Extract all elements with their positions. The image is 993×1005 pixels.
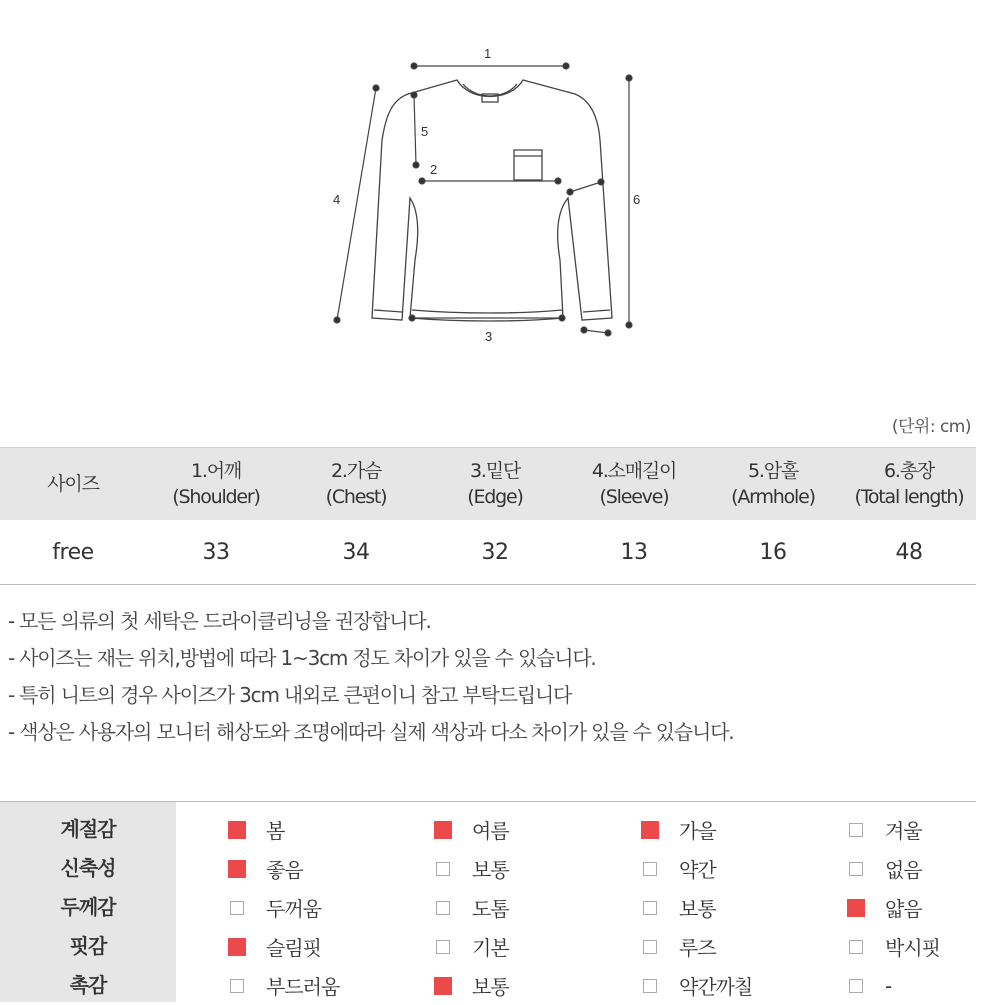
measure-label-3: 3 — [485, 329, 493, 344]
cell-shoulder: 33 — [202, 539, 230, 565]
unchecked-box-icon — [436, 940, 450, 954]
header-label: 사이즈 — [47, 473, 99, 495]
header-label: 2.가슴 — [330, 460, 382, 482]
fabric-feel-table — [0, 801, 976, 1002]
unchecked-box-icon — [643, 901, 657, 915]
unchecked-box-icon — [230, 901, 244, 915]
feel-row — [0, 966, 976, 1005]
note-item: - 모든 의류의 첫 세탁은 드라이클리닝을 권장합니다. — [8, 609, 431, 633]
feel-row — [0, 888, 976, 927]
header-sublabel: (Sleeve) — [599, 486, 669, 508]
feel-option-label: 보통 — [679, 897, 716, 921]
feel-row-label: 두께감 — [60, 895, 116, 919]
feel-row-label: 촉감 — [69, 973, 107, 997]
feel-option — [849, 810, 922, 849]
feel-option — [436, 849, 509, 888]
note-item: - 색상은 사용자의 모니터 해상도와 조명에따라 실제 색상과 다소 차이가 있을 수 있습니다. — [8, 720, 734, 744]
care-notes — [8, 603, 733, 751]
feel-option — [849, 849, 922, 888]
cell-total-length: 48 — [895, 539, 923, 565]
feel-option-label: 얇음 — [885, 897, 922, 921]
unchecked-box-icon — [436, 862, 450, 876]
feel-option-label: 여름 — [472, 819, 509, 843]
tshirt-outline — [372, 80, 612, 321]
header-label: 1.어깨 — [190, 460, 242, 482]
feel-option-label: - — [885, 973, 892, 998]
feel-option — [228, 810, 284, 849]
unchecked-box-icon — [643, 979, 657, 993]
feel-option — [643, 888, 716, 927]
feel-option-label: 약간 — [679, 858, 716, 882]
unit-label: (단위: cm) — [891, 417, 971, 437]
feel-option — [434, 810, 509, 849]
size-table-header — [0, 447, 976, 520]
cell-armhole: 16 — [759, 539, 787, 565]
unchecked-box-icon — [643, 940, 657, 954]
feel-option-label: 도톰 — [472, 897, 509, 921]
unchecked-box-icon — [849, 979, 863, 993]
garment-measurement-diagram — [0, 0, 993, 400]
feel-option-label: 루즈 — [679, 936, 716, 960]
feel-option-label: 겨울 — [885, 819, 922, 843]
feel-option-label: 좋음 — [266, 858, 303, 882]
cell-size: free — [52, 539, 94, 565]
feel-option — [228, 849, 303, 888]
feel-option-label: 보통 — [472, 858, 509, 882]
feel-option — [643, 849, 716, 888]
header-size — [0, 448, 146, 520]
header-sublabel: (Chest) — [325, 486, 387, 508]
feel-option-label: 약간까칠 — [679, 975, 753, 999]
header-sublabel: (Armhole) — [731, 486, 815, 508]
header-armhole — [704, 448, 842, 520]
unchecked-box-icon — [230, 979, 244, 993]
feel-option — [230, 966, 339, 1005]
unchecked-box-icon — [849, 862, 863, 876]
header-edge — [426, 448, 564, 520]
feel-option — [643, 927, 716, 966]
header-label: 4.소매길이 — [591, 460, 677, 482]
unchecked-box-icon — [643, 862, 657, 876]
cell-sleeve: 13 — [620, 539, 648, 565]
unchecked-box-icon — [849, 940, 863, 954]
feel-option — [849, 966, 891, 1005]
feel-option-label: 슬림핏 — [266, 936, 321, 960]
feel-row-label: 핏감 — [69, 934, 107, 958]
table-row — [0, 520, 976, 585]
header-total-length — [842, 448, 976, 520]
feel-option-label: 기본 — [472, 936, 509, 960]
cell-edge: 32 — [481, 539, 509, 565]
header-label: 6.총장 — [883, 460, 935, 482]
feel-row — [0, 810, 976, 849]
feel-option-label: 봄 — [266, 819, 285, 843]
feel-option — [849, 927, 940, 966]
measure-label-1: 1 — [484, 46, 492, 61]
unchecked-box-icon — [849, 823, 863, 837]
header-shoulder — [146, 448, 286, 520]
measure-label-6: 6 — [633, 192, 641, 207]
feel-option-label: 박시핏 — [885, 936, 940, 960]
header-chest — [286, 448, 426, 520]
feel-option — [641, 810, 716, 849]
cell-chest: 34 — [342, 539, 370, 565]
feel-row — [0, 849, 976, 888]
feel-row-label: 계절감 — [60, 817, 116, 841]
feel-option — [228, 927, 321, 966]
note-item: - 사이즈는 재는 위치,방법에 따라 1~3cm 정도 차이가 있을 수 있습니다. — [8, 646, 596, 670]
feel-option — [643, 966, 752, 1005]
measure-label-2: 2 — [430, 162, 438, 177]
size-table — [0, 447, 976, 585]
unchecked-box-icon — [436, 901, 450, 915]
feel-option-label: 보통 — [472, 975, 509, 999]
note-item: - 특히 니트의 경우 사이즈가 3cm 내외로 큰편이니 참고 부탁드립니다 — [8, 683, 572, 707]
feel-row-label: 신축성 — [60, 856, 116, 880]
header-label: 5.암홀 — [747, 460, 799, 482]
checked-box-icon — [228, 821, 246, 839]
feel-option-label: 없음 — [885, 858, 922, 882]
feel-option — [436, 888, 509, 927]
checked-box-icon — [434, 977, 452, 995]
measure-label-4: 4 — [333, 192, 341, 207]
header-sublabel: (Total length) — [854, 486, 964, 508]
checked-box-icon — [228, 938, 246, 956]
feel-option — [436, 927, 509, 966]
checked-box-icon — [641, 821, 659, 839]
feel-option — [434, 966, 509, 1005]
feel-option — [230, 888, 321, 927]
feel-option — [847, 888, 922, 927]
checked-box-icon — [434, 821, 452, 839]
measure-label-5: 5 — [421, 124, 429, 139]
feel-option-label: 부드러움 — [266, 975, 340, 999]
feel-row — [0, 927, 976, 966]
checked-box-icon — [847, 899, 865, 917]
feel-option-label: 두꺼움 — [266, 897, 321, 921]
checked-box-icon — [228, 860, 246, 878]
feel-option-label: 가을 — [679, 819, 716, 843]
header-sublabel: (Edge) — [467, 486, 523, 508]
header-sleeve — [564, 448, 704, 520]
header-sublabel: (Shoulder) — [172, 486, 260, 508]
header-label: 3.밑단 — [469, 460, 521, 482]
